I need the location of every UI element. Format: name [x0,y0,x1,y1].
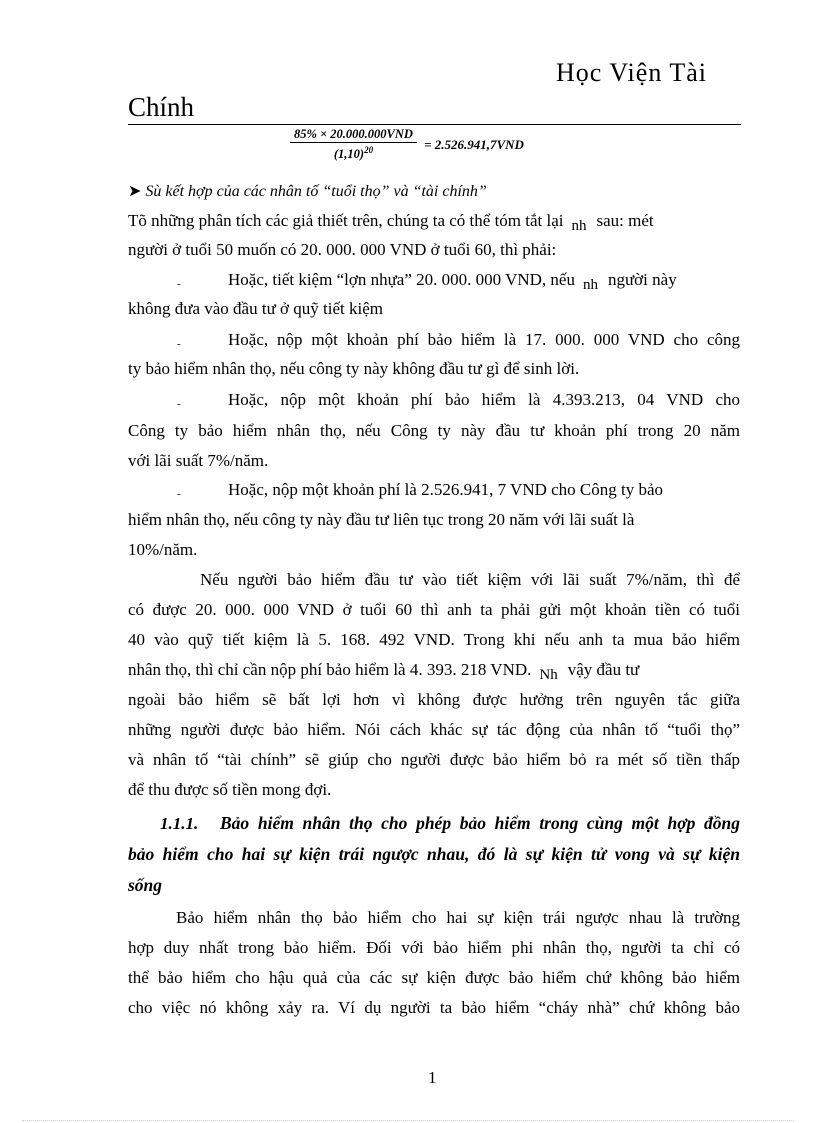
section-title [128,181,487,201]
paragraph-line-5: ngoài bảo hiểm sẽ bất lợi hơn vì không được hưởng trên nguyên tắc giữa [128,690,740,709]
paragraph-line-6: những người được bảo hiểm. Nói cách khác sự tác động của nhân tố “tuổi thọ” [128,720,740,739]
section-title-text: Sù kết hợp của các nhân tố “tuổi thọ” và “tài chính” [145,183,487,200]
header-rule [128,124,741,125]
paragraph-line-1: Nếu người bảo hiểm đầu tư vào tiết kiệm với lãi suất 7%/năm, thì để [200,570,740,589]
formula-result: = 2.526.941,7VND [424,136,524,152]
footer-rule [22,1120,794,1121]
header-institution-right: Học Viện Tài [556,58,708,87]
bullet-3-line-1: Hoặc, nộp một khoản phí bảo hiểm là 4.393.213, 04 VND cho [228,390,740,409]
page-number: 1 [428,1068,437,1087]
bullet-1-line-1: Hoặc, tiết kiệm “lợn nhựa” 20. 000. 000 VND, nếu nh người này [228,270,677,293]
bullet-4-line-1: Hoặc, nộp một khoản phí là 2.526.941, 7 VND cho Công ty bảo [228,480,664,499]
formula-fraction [290,127,417,162]
formula-denominator [290,143,417,162]
paragraph-line-7: và nhân tố “tài chính” sẽ giúp cho người được bảo hiểm bỏ ra mét số tiền thấp [128,750,740,769]
bullet-4-line-3: 10%/năm. [128,540,198,559]
subsection-number: 1.1.1. [160,814,199,833]
formula [290,127,524,162]
bullet-1-line-2: không đưa vào đầu tư ở quỹ tiết kiệm [128,299,383,318]
paragraph-line-4: nhân thọ, thì chỉ cần nộp phí bảo hiểm là 4. 393. 218 VND. Nh vậy đầu tư [128,660,640,683]
formula-exponent: 20 [364,145,374,155]
bullet-3-line-3: với lãi suất 7%/năm. [128,451,269,470]
abbrev-nh: nh [571,218,587,234]
abbrev-nh: Nh [539,667,558,683]
paragraph-line-8: để thu được số tiền mong đợi. [128,780,332,799]
intro-line-1: Tõ những phân tích các giả thiết trên, chúng ta có thể tóm tắt lại nh sau: mét [128,211,654,234]
formula-denominator-base: (1,10) [333,147,365,162]
subsection-title-line-2: bảo hiểm cho hai sự kiện trái ngược nhau, đó là sự kiện tử vong và sự kiện [128,844,740,864]
paragraph-line-3: 40 vào quỹ tiết kiệm là 5. 168. 492 VND. Trong khi nếu anh ta mua bảo hiểm [128,630,740,649]
bullet-3-line-2: Công ty bảo hiểm nhân thọ, nếu Công ty này đầu tư khoản phí trong 20 năm [128,421,740,440]
intro-line-2: người ở tuổi 50 muốn có 20. 000. 000 VND ở tuổi 60, thì phải: [128,240,557,259]
formula-numerator: 85% × 20.000.000VND [290,127,417,143]
dash-bullet: - [177,338,181,350]
dash-bullet: - [177,488,181,500]
header-institution-left: Chính [128,92,195,122]
bullet-2-line-2: ty bảo hiểm nhân thọ, nếu công ty này không đầu tư gì để sinh lời. [128,359,580,378]
body-line-3: thể bảo hiểm cho hậu quả của các sự kiện được bảo hiểm chứ không bảo hiểm [128,968,740,987]
body-line-1: Bảo hiểm nhân thọ bảo hiểm cho hai sự kiện trái ngược nhau là trường [176,908,740,927]
subsection-title-line-1: Bảo hiểm nhân thọ cho phép bảo hiểm trong cùng một hợp đồng [220,813,740,833]
bullet-2-line-1: Hoặc, nộp một khoản phí bảo hiểm là 17. 000. 000 VND cho công [228,330,740,349]
body-line-2: hợp duy nhất trong bảo hiểm. Đối với bảo hiểm phi nhân thọ, người ta chỉ có [128,938,740,957]
arrow-bullet-icon: ➤ [128,183,142,200]
dash-bullet: - [177,398,181,410]
body-line-4: cho việc nó không xảy ra. Ví dụ người ta bảo hiểm “cháy nhà” chứ không bảo [128,998,740,1017]
abbrev-nh: nh [582,277,598,293]
paragraph-line-2: có được 20. 000. 000 VND ở tuổi 60 thì anh ta phải gửi một khoản tiền có tuổi [128,600,740,619]
bullet-4-line-2: hiểm nhân thọ, nếu công ty này đầu tư liên tục trong 20 năm với lãi suất là [128,510,635,529]
subsection-title-line-3: sống [128,875,163,895]
dash-bullet: - [177,278,181,290]
